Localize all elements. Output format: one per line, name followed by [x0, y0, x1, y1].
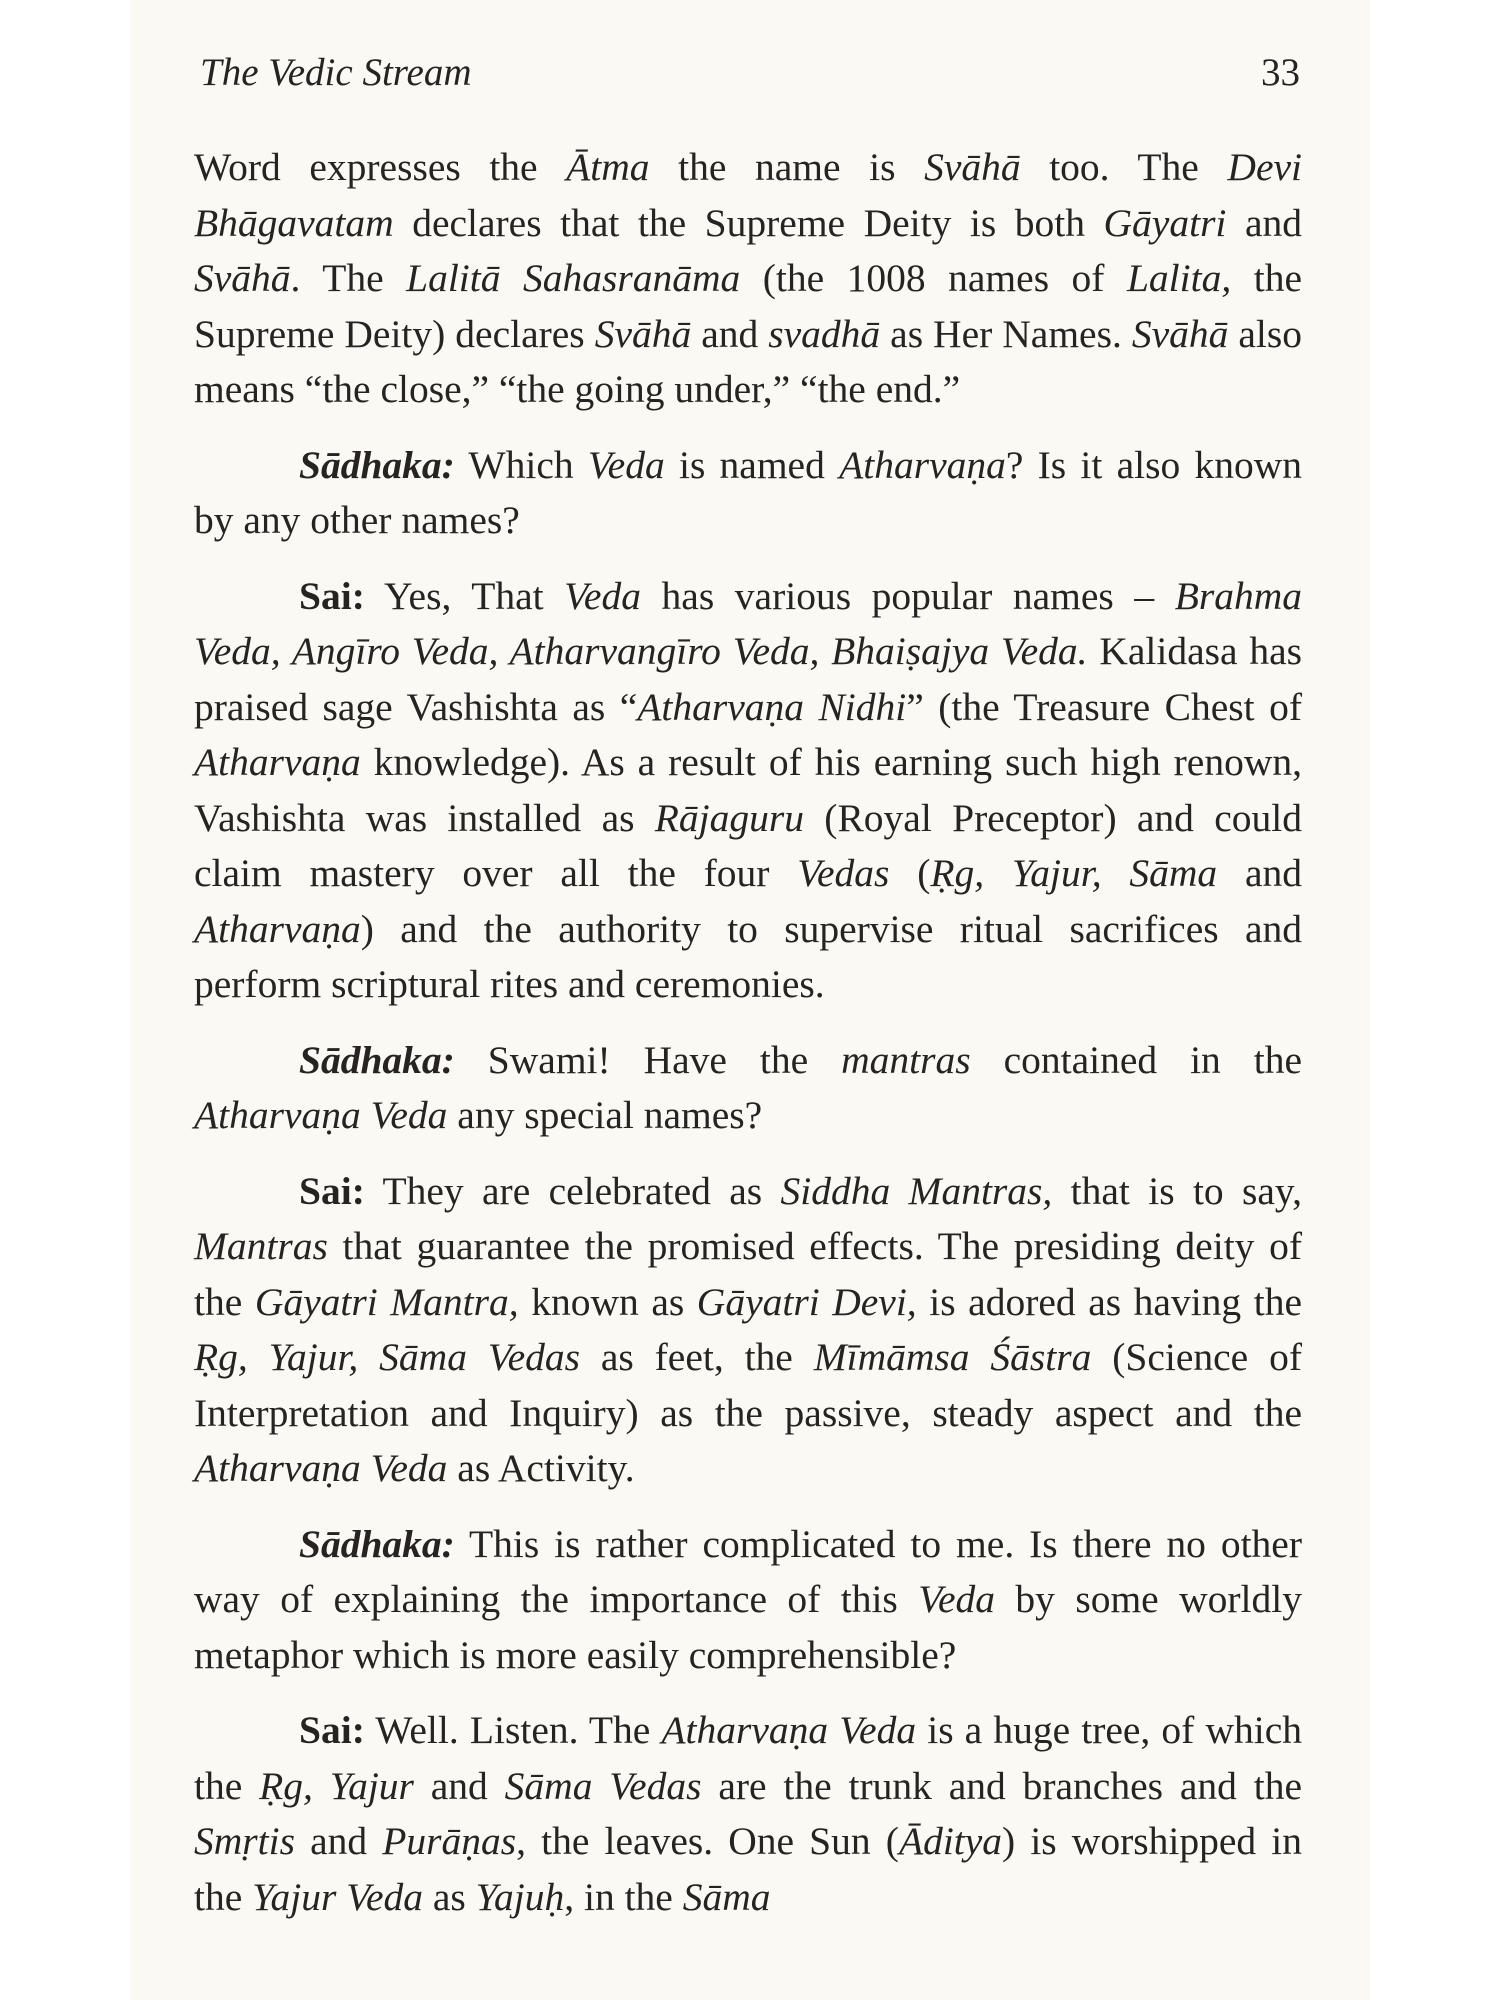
text-run: Yes, That: [364, 573, 565, 618]
text-run: ) and the authority to supervise ritual sacrifices and perform scriptural rites and ceremonies.: [194, 906, 1302, 1006]
text-run: too. The: [1020, 145, 1228, 189]
text-run: Kalidasa has praised sage Vashishta as “: [194, 629, 1302, 729]
text-run: as Activity.: [447, 1446, 635, 1490]
speaker-label: Sai:: [299, 1708, 365, 1752]
paragraph: [194, 140, 1302, 418]
paragraph: [194, 1517, 1302, 1684]
text-run: . The: [290, 256, 407, 300]
text-run: and: [1217, 851, 1302, 895]
speaker-label: Sādhaka:: [299, 1037, 455, 1082]
text-run: Rājaguru: [654, 795, 804, 840]
text-run: This is rather complicated to me. Is there no other way of explaining the importance of this: [194, 1521, 1302, 1621]
running-title: The Vedic Stream: [200, 51, 472, 94]
text-run: Lalita,: [1126, 256, 1232, 300]
text-run: knowledge). As a result of his earning such high renown, Vashishta was installed as: [194, 740, 1302, 840]
text-run: Svāhā: [594, 311, 692, 356]
text-run: Gāyatri Devi,: [696, 1279, 917, 1324]
text-run: Gāyatri Mantra,: [254, 1279, 519, 1324]
text-run: and: [294, 1819, 383, 1863]
text-run: Word expresses the: [194, 145, 567, 189]
text-run: Which: [454, 442, 588, 487]
text-run: any special names?: [447, 1093, 763, 1137]
text-run: Well. Listen. The: [364, 1708, 662, 1752]
text-run: Ātma: [566, 145, 650, 189]
text-run: as feet, the: [579, 1335, 814, 1379]
text-run: Yajur Veda: [252, 1874, 423, 1919]
page-number: 33: [1261, 51, 1300, 94]
text-run: known as: [518, 1279, 697, 1324]
text-run: Sāma: [682, 1874, 771, 1919]
text-run: Atharvaṇa Veda: [194, 1446, 448, 1490]
text-run: Ṛg, Yajur: [259, 1763, 414, 1808]
text-run: They are celebrated as: [364, 1168, 781, 1213]
text-run: (Royal Preceptor) and could claim mastery over all the four: [194, 795, 1302, 895]
text-run: mantras: [841, 1037, 971, 1082]
text-run: Atharvaṇa Veda: [661, 1708, 917, 1752]
text-run: Atharvaṇa: [839, 442, 1006, 487]
text-run: Gāyatri: [1103, 200, 1227, 245]
text-run: Svāhā: [194, 256, 291, 300]
text-run: (: [889, 851, 931, 895]
text-run: Vedas: [797, 851, 890, 895]
book-page: [130, 0, 1370, 2000]
paragraph: [194, 1164, 1302, 1497]
text-run: that is to say,: [1052, 1168, 1302, 1213]
page-header: [130, 50, 1300, 100]
text-run: Devi Bhāgavatam: [194, 145, 1302, 245]
text-run: is named: [664, 442, 840, 487]
text-run: , the leaves. One Sun (: [516, 1819, 899, 1863]
text-run: Atharvaṇa Veda: [194, 1093, 448, 1137]
text-run: is a huge tree, of which the: [194, 1708, 1302, 1808]
text-run: Ṛg, Yajur, Sāma Vedas: [194, 1335, 580, 1379]
text-run: Veda: [564, 573, 641, 618]
text-run: as: [423, 1874, 476, 1919]
text-run: Purāṇas: [382, 1819, 517, 1863]
paragraph: [194, 1033, 1302, 1144]
text-run: Atharvaṇa: [194, 906, 361, 951]
text-run: Swami! Have the: [454, 1037, 842, 1082]
text-run: the Supreme Deity) declares: [194, 256, 1302, 356]
speaker-label: Sai:: [299, 573, 365, 618]
text-run: declares that the Supreme Deity is both: [393, 200, 1104, 245]
text-run: Yajuḥ: [475, 1874, 565, 1919]
text-run: Atharvaṇa Nidhi: [637, 684, 907, 729]
text-run: (Science of Interpretation and Inquiry) as the passive, steady aspect and the: [194, 1335, 1302, 1435]
text-run: , in the: [564, 1874, 683, 1919]
text-run: ? Is it also known by any other names?: [194, 442, 1302, 542]
text-run: by some worldly metaphor which is more easily comprehensible?: [194, 1577, 1302, 1677]
text-run: the name is: [649, 145, 925, 189]
text-run: are the trunk and branches and the: [701, 1763, 1302, 1808]
text-run: is adored as having the: [916, 1279, 1302, 1324]
text-run: Mīmāmsa Śāstra: [813, 1335, 1092, 1379]
text-run: ) is worshipped in the: [194, 1819, 1302, 1919]
text-run: Lalitā Sahasranāma: [406, 256, 741, 300]
text-run: (the 1008 names of: [740, 256, 1127, 300]
speaker-label: Sādhaka:: [299, 1521, 455, 1566]
text-run: Brahma Veda, Angīro Veda, Atharvangīro Veda, Bhaiṣajya Veda.: [194, 573, 1302, 673]
text-run: Veda: [587, 442, 665, 487]
speaker-label: Sādhaka:: [299, 442, 455, 487]
text-run: and: [1226, 200, 1302, 245]
text-run: Svāhā: [924, 145, 1021, 189]
text-run: Atharvaṇa: [194, 740, 361, 784]
text-run: has various popular names –: [640, 573, 1175, 618]
text-run: Svāhā: [1131, 311, 1229, 356]
text-run: Veda: [918, 1577, 996, 1621]
paragraph: [194, 1703, 1302, 1925]
text-run: also means “the close,” “the going under,” “the end.”: [194, 311, 1302, 411]
text-run: and: [691, 311, 769, 356]
text-run: as Her Names.: [880, 311, 1132, 356]
text-run: ” (the Treasure Chest of: [906, 684, 1302, 729]
paragraph: [194, 569, 1302, 1013]
text-run: Ṛg, Yajur, Sāma: [930, 851, 1218, 895]
page-body: [194, 140, 1302, 1945]
text-run: Āditya: [898, 1819, 1003, 1863]
text-run: Sāma Vedas: [504, 1763, 702, 1808]
text-run: Smṛtis: [194, 1819, 295, 1863]
text-run: Siddha Mantras,: [780, 1168, 1053, 1213]
text-run: Mantras: [194, 1224, 328, 1268]
text-run: contained in the: [970, 1037, 1302, 1082]
text-run: svadhā: [768, 311, 881, 356]
speaker-label: Sai:: [299, 1168, 365, 1213]
text-run: that guarantee the promised effects. The presiding deity of the: [194, 1224, 1302, 1324]
text-run: and: [413, 1763, 505, 1808]
paragraph: [194, 438, 1302, 549]
